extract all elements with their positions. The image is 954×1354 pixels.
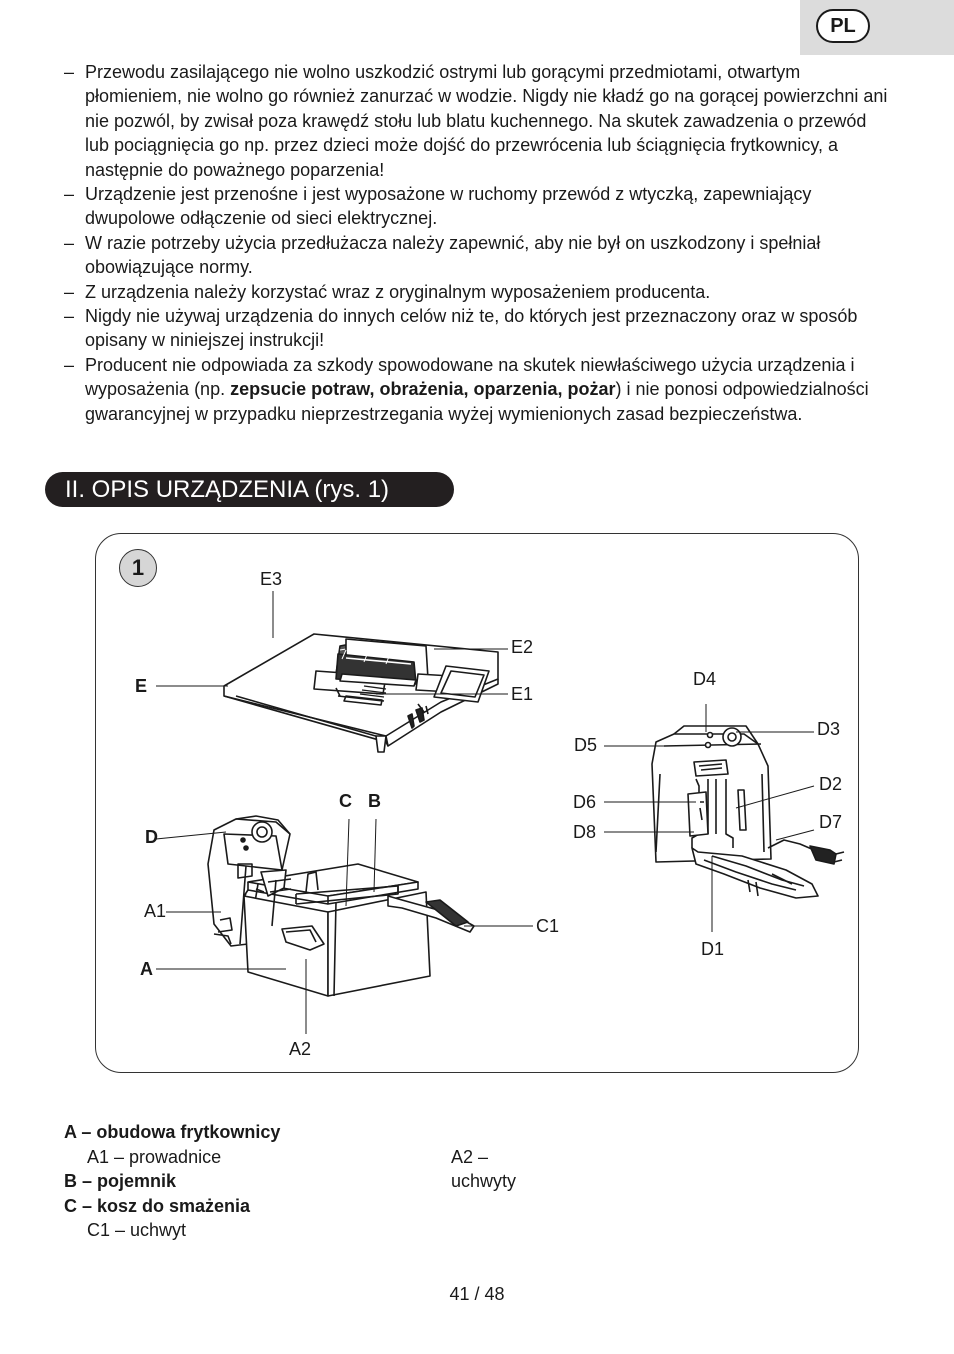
legend-A1: A1 – prowadnice [87,1146,222,1167]
safety-rules-list [64,60,894,426]
list-item: – Urządzenie jest przenośne i jest wyposażone w ruchomy przewód z wtyczką, zapewniający dwupolowe odłączenie od sieci elektrycznej. [64,184,812,229]
list-item: – Przewodu zasilającego nie wolno uszkodzić ostrymi lub gorącymi przedmiotami, otwartym płomieniem, nie wolno go również zanurzać w wodzie. Nigdy nie kładź go na gorącej powierzchni ani nie pozwól, by zwisał poza krawędź stołu lub blatu kuchennego. Na skutek zawadzenia o przewód lub pociągnięcia go np. przez dzieci może dojść do przewrócenia lub ściągnięcia frytkownicy, a następnie do poważnego poparzenia! [64,62,888,180]
rule-text-bold: zepsucie potraw, obrażenia, oparzenia, pożar [230,379,616,400]
legend-A2: A2 – uchwyty [451,1146,517,1191]
figure-number-badge: 1 [119,549,157,587]
rule-text-before: Producent nie odpowiada za szkody spowodowane na skutek niewłaściwego użycia urządzenia i wyposażenia (np. [85,354,855,400]
label-E2: E2 [511,637,534,657]
fryer-illustration [96,534,859,1073]
language-badge: PL [816,9,870,43]
label-C: C [339,791,352,811]
rule-text-after: ) i nie ponosi odpowiedzialności gwarancyjnej w przypadku nieprzestrzegania wyżej wymienionych zasad bezpieczeństwa. [85,379,869,424]
label-D1: D1 [701,939,725,959]
list-item: – Producent nie odpowiada za szkody spowodowane na skutek niewłaściwego użycia urządzenia i wyposażenia (np. zepsucie potraw, obrażenia, oparzenia, pożar) i nie ponosi odpowiedzialności gwarancyjnej w przypadku nieprzestrzegania wyżej wymienionych zasad bezpieczeństwa. [64,354,869,424]
label-A2: A2 [289,1039,312,1059]
rule-text: W razie potrzeby użycia przedłużacza należy zapewnić, aby nie był on uszkodzony i spełniał obowiązujące normy. [85,232,821,278]
label-D3: D3 [817,719,841,739]
list-item: – W razie potrzeby użycia przedłużacza należy zapewnić, aby nie był on uszkodzony i spełniał obowiązujące normy. [64,232,821,278]
label-A: A [140,959,153,979]
label-D6: D6 [573,792,597,812]
legend-A: A – obudowa frytkownicy [64,1122,281,1142]
label-E1: E1 [511,684,534,704]
rule-text: Z urządzenia należy korzystać wraz z oryginalnym wyposażeniem producenta. [85,281,711,302]
label-D7: D7 [819,812,843,832]
rule-text: Nigdy nie używaj urządzenia do innych celów niż te, do których jest przeznaczony oraz w sposób opisany w niniejszej instrukcji! [85,306,858,351]
section-heading: II. OPIS URZĄDZENIA (rys. 1) [45,472,454,507]
label-B: B [368,791,381,811]
device-figure [95,533,859,1073]
language-tab [800,0,954,55]
list-item: – Nigdy nie używaj urządzenia do innych celów niż te, do których jest przeznaczony oraz w sposób opisany w niniejszej instrukcji! [64,306,858,351]
legend-C: C – kosz do smażenia [64,1195,251,1216]
legend-C1: C1 – uchwyt [87,1220,187,1240]
legend-B: B – pojemnik [64,1171,177,1191]
label-C1: C1 [536,916,560,936]
label-D8: D8 [573,822,597,842]
rule-text: Urządzenie jest przenośne i jest wyposażone w ruchomy przewód z wtyczką, zapewniający dwupolowe odłączenie od sieci elektrycznej. [85,184,812,229]
label-E3: E3 [260,569,283,589]
label-D2: D2 [819,774,843,794]
page-number: 41 / 48 [449,1284,505,1304]
label-D5: D5 [574,735,598,755]
label-D4: D4 [693,669,717,689]
control-unit-back-drawing [652,726,844,898]
lid-drawing [224,634,498,752]
list-item: – Z urządzenia należy korzystać wraz z oryginalnym wyposażeniem producenta. [64,281,711,302]
label-D: D [145,827,158,847]
parts-legend [64,1120,517,1243]
label-E: E [135,676,148,696]
rule-text: Przewodu zasilającego nie wolno uszkodzić ostrymi lub gorącymi przedmiotami, otwartym płomieniem, nie wolno go również zanurzać w wodzie. Nigdy nie kładź go na gorącej powierzchni ani nie pozwól, by zwisał poza krawędź stołu lub blatu kuchennego. Na skutek zawadzenia o przewód lub pociągnięcia go np. przez dzieci może dojść do przewrócenia lub ściągnięcia frytkownicy, a następnie do poważnego poparzenia! [85,62,888,180]
label-A1: A1 [144,901,167,921]
